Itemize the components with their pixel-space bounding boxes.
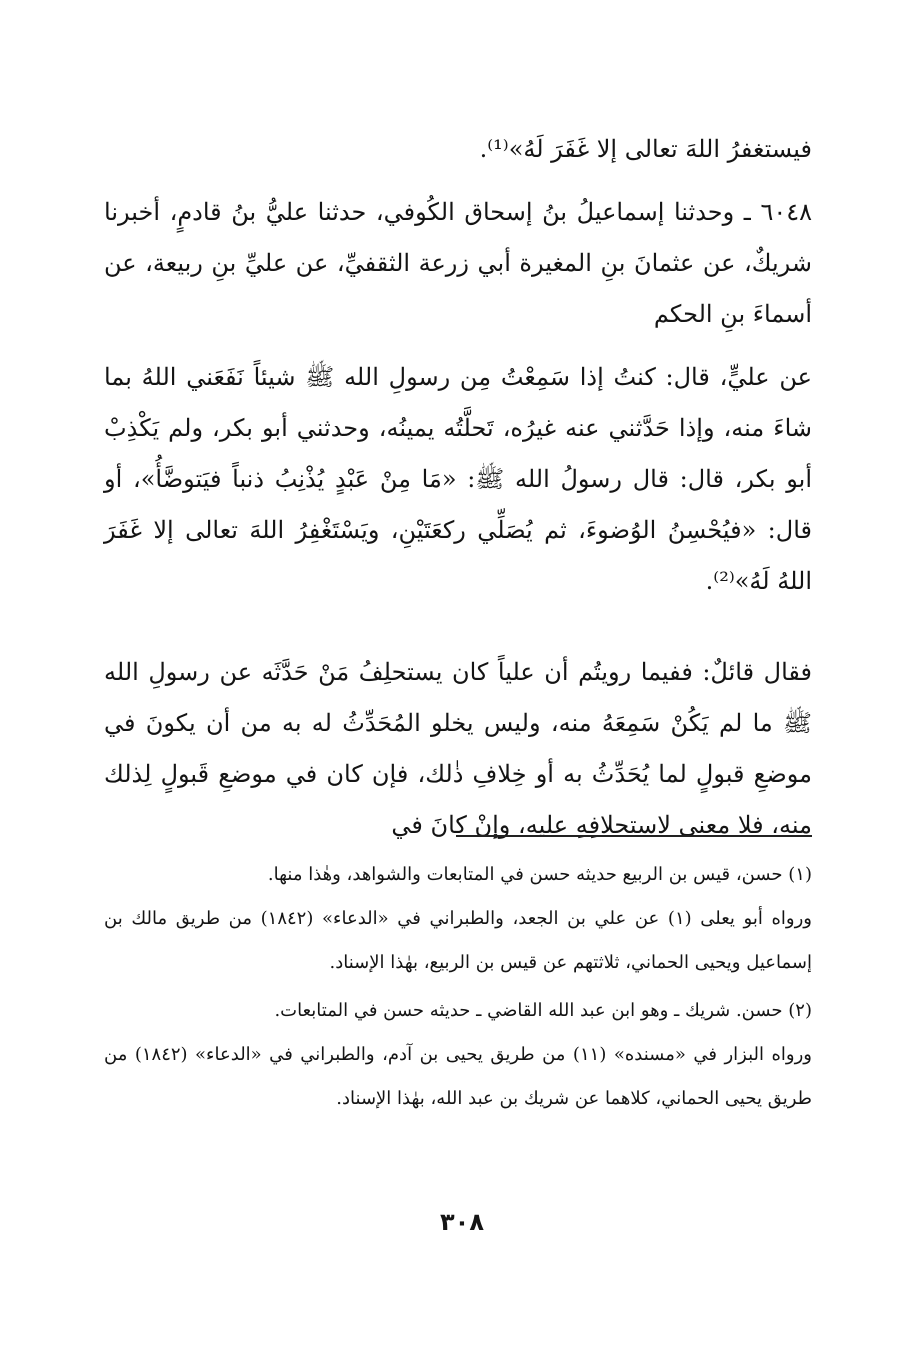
footnotes — [104, 853, 812, 1121]
footnote-separator — [456, 835, 812, 837]
paragraph-hadith-text: عن عليٍّ، قال: كنتُ إذا سَمِعْتُ مِن رسولِ الله ﷺ شيئاً نَفَعَني اللهُ بما شاءَ منه، وإذا حَدَّثني عنه غيرُه، تَحلَّتُه يمينُه، وحدثني أبو بكر، ولم يَكْذِبْ أبو بكر، قال: قال رسولُ الله ﷺ: «مَا مِنْ عَبْدٍ يُذْنِبُ ذنباً فيَتوضَّأُ»، أو قال: «فيُحْسِنُ الوُضوءَ، ثم يُصَلِّي ركعَتَيْنِ، ويَسْتَغْفِرُ اللهَ تعالى إلا غَفَرَ اللهُ لَهُ»⁽²⁾. — [104, 363, 812, 595]
paragraph-continuation: فيستغفرُ اللهَ تعالى إلا غَفَرَ لَهُ»⁽¹⁾. — [479, 135, 812, 163]
footnote-1: (١) حسن، قيس بن الربيع حديثه حسن في المتابعات والشواهد، وهٰذا منها. — [267, 864, 812, 885]
main-text — [104, 124, 812, 851]
paragraph-discussion: فقال قائلٌ: ففيما رويتُم أن علياً كان يستحلِفُ مَنْ حَدَّثَه عن رسولِ الله ﷺ ما لم يَكُنْ سَمِعَهُ منه، وليس يخلو المُحَدِّثُ له به من أن يكونَ في موضعِ قبولٍ لما يُحَدِّثُ به أو خِلافِ ذٰلك، فإن كان في موضعِ قَبولٍ لِذلك منه، فلا معنى لاستحلافِهِ عليه، وإنْ كانَ في — [104, 658, 812, 839]
paragraph-hadith-6048: ٦٠٤٨ ـ وحدثنا إسماعيلُ بنُ إسحاق الكُوفي، حدثنا عليُّ بنُ قادمٍ، أخبرنا شريكٌ، عن عثمانَ بنِ المغيرة أبي زرعة الثقفيِّ، عن عليِّ بنِ ربيعة، عن أسماءَ بنِ الحكم — [104, 198, 812, 328]
footnote-2-continuation: ورواه البزار في «مسنده» (١١) من طريق يحيى بن آدم، والطبراني في «الدعاء» (١٨٤٢) من طريق يحيى الحماني، كلاهما عن شريك بن عبد الله، بهٰذا الإسناد. — [104, 1044, 812, 1109]
page-number: ٣٠٨ — [440, 1208, 484, 1236]
footnote-1-continuation: ورواه أبو يعلى (١) عن علي بن الجعد، والطبراني في «الدعاء» (١٨٤٢) من طريق مالك بن إسماعيل ويحيى الحماني، ثلاثتهم عن قيس بن الربيع، بهٰذا الإسناد. — [104, 908, 813, 973]
footnote-2: (٢) حسن. شريك ـ وهو ابن عبد الله القاضي ـ حديثه حسن في المتابعات. — [274, 1000, 812, 1021]
